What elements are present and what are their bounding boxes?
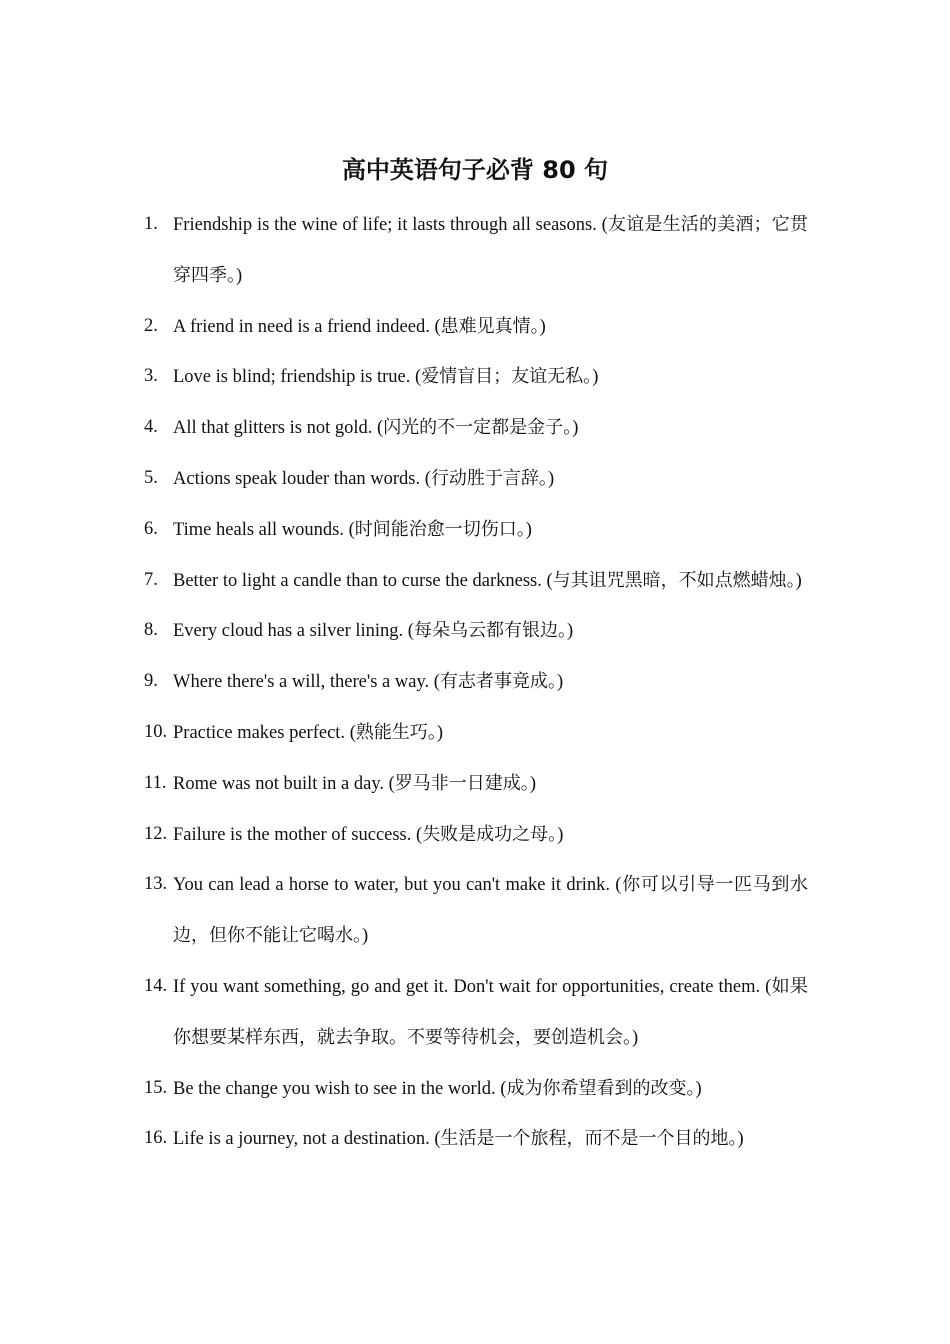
sentence-item bbox=[144, 708, 808, 759]
sentence-item bbox=[144, 454, 808, 505]
sentence-number: 3. bbox=[144, 366, 158, 387]
sentence-number: 8. bbox=[144, 620, 158, 641]
english-sentence: Better to light a candle than to curse the darkness. bbox=[173, 570, 542, 591]
sentence-item bbox=[144, 810, 808, 861]
sentence-text: Better to light a candle than to curse the darkness. (与其诅咒黑暗，不如点燃蜡烛。) bbox=[173, 569, 802, 591]
chinese-translation: 时间能治愈一切伤口。 bbox=[354, 518, 526, 540]
sentence-text: Life is a journey, not a destination. (生活是一个旅程，而不是一个目的地。) bbox=[173, 1128, 744, 1150]
sentence-item bbox=[144, 200, 808, 302]
sentence-item bbox=[144, 606, 808, 657]
chinese-translation: 熟能生巧。 bbox=[355, 721, 437, 743]
sentence-item bbox=[144, 352, 808, 403]
sentence-number: 7. bbox=[144, 569, 158, 590]
sentence-text: All that glitters is not gold. (闪光的不一定都是金子。) bbox=[173, 417, 579, 439]
sentence-text: Every cloud has a silver lining. (每朵乌云都有银边。) bbox=[173, 620, 574, 642]
chinese-translation: 友谊是生活的美酒；它贯穿四季。 bbox=[173, 214, 808, 286]
sentence-number: 1. bbox=[144, 214, 158, 234]
sentence-item bbox=[144, 860, 808, 962]
sentence-item bbox=[144, 1064, 808, 1115]
sentence-text: If you want something, go and get it. Don't wait for opportunities, create them. (如果你想要某样东西，就去争取。不要等待机会，要创造机会。) bbox=[173, 975, 808, 1048]
sentence-text: Actions speak louder than words. (行动胜于言辞。) bbox=[173, 467, 555, 489]
english-sentence: Love is blind; friendship is true. bbox=[173, 367, 411, 388]
sentence-number: 16. bbox=[144, 1128, 168, 1149]
chinese-translation: 每朵乌云都有银边。 bbox=[413, 620, 567, 642]
sentence-item bbox=[144, 1114, 808, 1165]
english-sentence: All that glitters is not gold. bbox=[173, 418, 373, 439]
sentence-number: 11. bbox=[144, 772, 167, 793]
english-sentence: Actions speak louder than words. bbox=[173, 468, 421, 489]
sentence-text: Friendship is the wine of life; it lasts through all seasons. (友谊是生活的美酒；它贯穿四季。) bbox=[173, 214, 808, 286]
sentence-text: Failure is the mother of success. (失败是成功之母。) bbox=[173, 823, 564, 845]
sentence-text: Rome was not built in a day. (罗马非一日建成。) bbox=[173, 772, 536, 794]
chinese-translation: 爱情盲目；友谊无私。 bbox=[421, 366, 593, 388]
chinese-translation: 罗马非一日建成。 bbox=[394, 772, 530, 794]
english-sentence: Friendship is the wine of life; it lasts through all seasons. bbox=[173, 215, 597, 235]
chinese-translation: 成为你希望看到的改变。 bbox=[506, 1077, 696, 1099]
sentence-item bbox=[144, 962, 808, 1064]
sentence-number: 2. bbox=[144, 315, 158, 336]
english-sentence: Life is a journey, not a destination. bbox=[173, 1129, 430, 1150]
chinese-translation: 行动胜于言辞。 bbox=[430, 467, 548, 489]
sentence-number: 9. bbox=[144, 671, 158, 692]
sentence-number: 10. bbox=[144, 721, 168, 742]
chinese-translation: 与其诅咒黑暗，不如点燃蜡烛。 bbox=[552, 569, 796, 591]
sentence-text: Time heals all wounds. (时间能治愈一切伤口。) bbox=[173, 518, 532, 540]
sentence-item bbox=[144, 505, 808, 556]
english-sentence: Rome was not built in a day. bbox=[173, 773, 385, 794]
sentence-number: 13. bbox=[144, 874, 168, 895]
english-sentence: Practice makes perfect. bbox=[173, 722, 346, 743]
english-sentence: Where there's a will, there's a way. bbox=[173, 672, 430, 693]
english-sentence: Time heals all wounds. bbox=[173, 519, 344, 540]
sentence-list bbox=[144, 200, 808, 1165]
chinese-translation: 闪光的不一定都是金子。 bbox=[383, 417, 573, 439]
english-sentence: Be the change you wish to see in the world. bbox=[173, 1078, 496, 1099]
sentence-item bbox=[144, 556, 808, 607]
sentence-text: Practice makes perfect. (熟能生巧。) bbox=[173, 721, 444, 743]
sentence-item bbox=[144, 302, 808, 353]
sentence-text: Where there's a will, there's a way. (有志者事竟成。) bbox=[173, 671, 564, 693]
chinese-translation: 如果你想要某样东西，就去争取。不要等待机会，要创造机会。 bbox=[173, 975, 808, 1048]
english-sentence: Failure is the mother of success. bbox=[173, 824, 412, 845]
chinese-translation: 失败是成功之母。 bbox=[422, 823, 558, 845]
sentence-number: 4. bbox=[144, 417, 158, 438]
chinese-translation: 生活是一个旅程，而不是一个目的地。 bbox=[440, 1128, 738, 1150]
sentence-item bbox=[144, 403, 808, 454]
sentence-number: 6. bbox=[144, 518, 158, 539]
sentence-item bbox=[144, 657, 808, 708]
english-sentence: Every cloud has a silver lining. bbox=[173, 621, 404, 642]
sentence-number: 15. bbox=[144, 1077, 168, 1098]
sentence-number: 12. bbox=[144, 823, 168, 844]
page-title: 高中英语句子必背 80 句 bbox=[341, 156, 609, 184]
sentence-text: Love is blind; friendship is true. (爱情盲目；友谊无私。) bbox=[173, 366, 599, 388]
sentence-text: You can lead a horse to water, but you can't make it drink. (你可以引导一匹马到水边，但你不能让它喝水。) bbox=[173, 874, 809, 947]
chinese-translation: 你可以引导一匹马到水边，但你不能让它喝水。 bbox=[173, 874, 809, 947]
english-sentence: You can lead a horse to water, but you can't make it drink. bbox=[173, 875, 611, 896]
sentence-item bbox=[144, 759, 808, 810]
english-sentence: A friend in need is a friend indeed. bbox=[173, 316, 430, 337]
english-sentence: If you want something, go and get it. Don't wait for opportunities, create them. bbox=[173, 976, 761, 997]
sentence-number: 5. bbox=[144, 467, 158, 488]
chinese-translation: 患难见真情。 bbox=[440, 315, 540, 337]
sentence-text: Be the change you wish to see in the world. (成为你希望看到的改变。) bbox=[173, 1077, 702, 1099]
sentence-text: A friend in need is a friend indeed. (患难见真情。) bbox=[173, 315, 546, 337]
sentence-number: 14. bbox=[144, 975, 168, 996]
chinese-translation: 有志者事竟成。 bbox=[439, 671, 557, 693]
